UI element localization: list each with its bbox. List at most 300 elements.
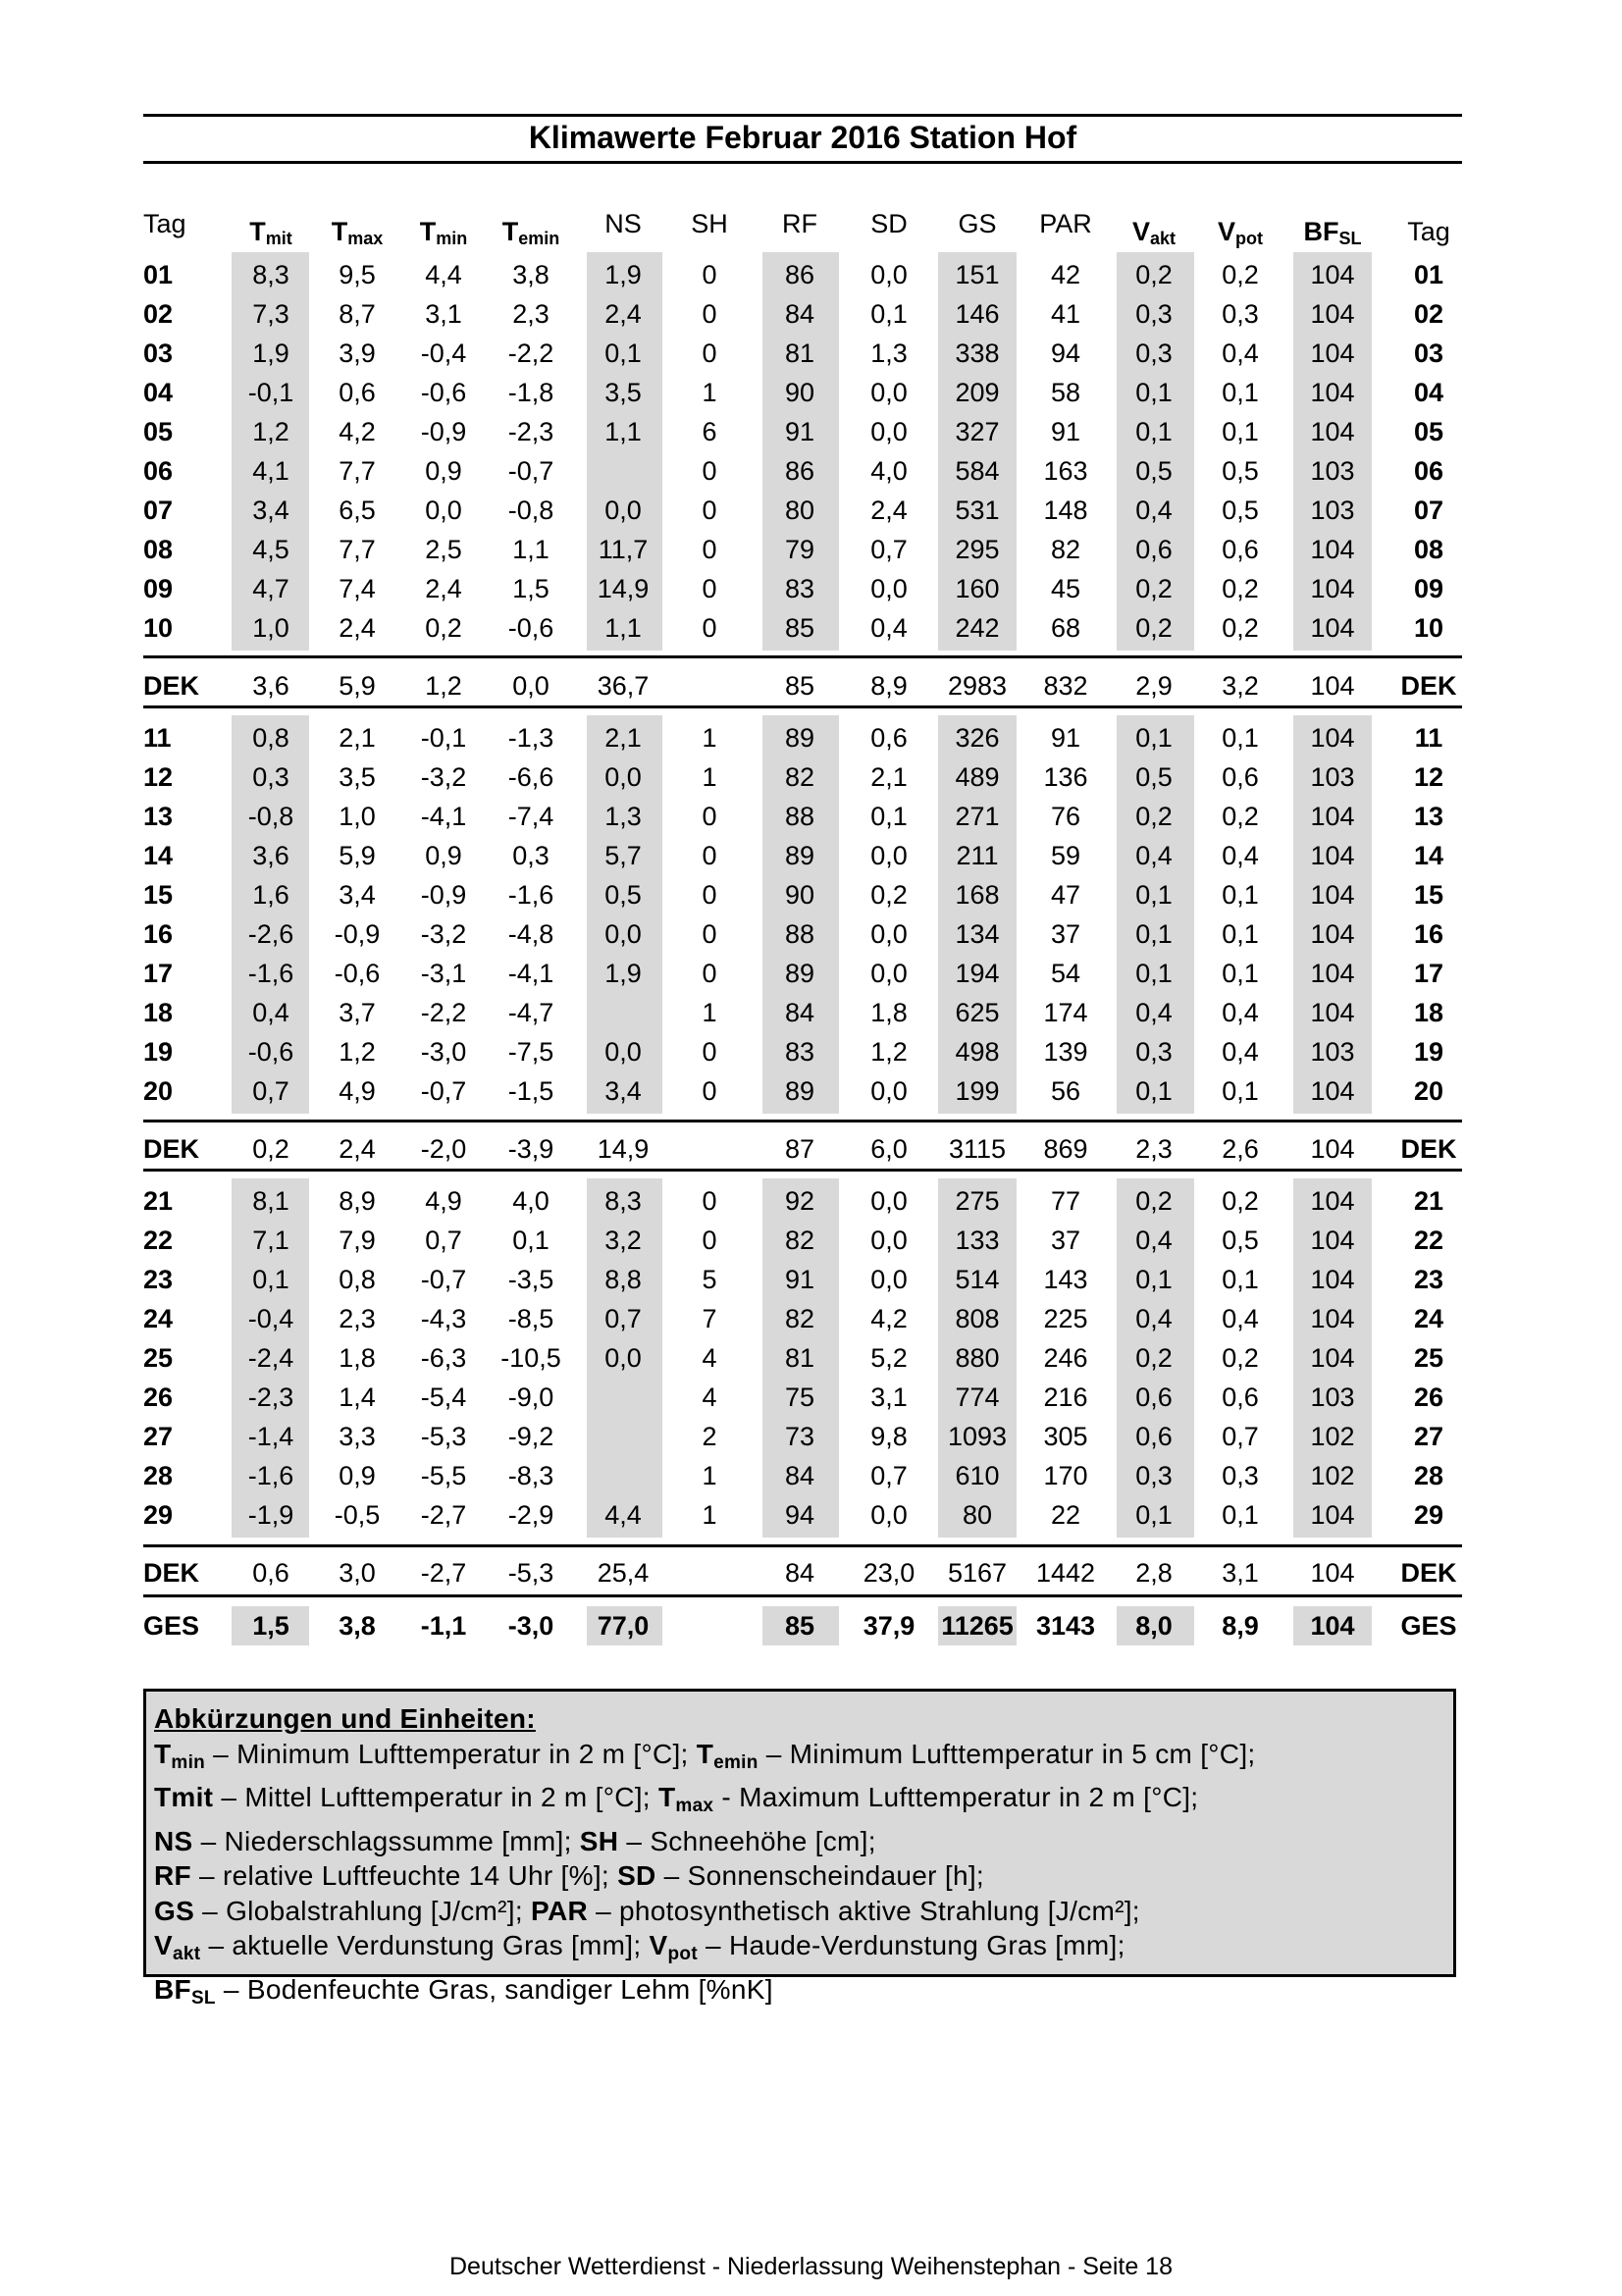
header-sh: SH <box>691 209 728 238</box>
cell-tmin: 4,9 <box>425 1186 462 1216</box>
cell-temin: -4,7 <box>507 998 554 1027</box>
dek-cell-tag2: DEK <box>1400 1558 1457 1588</box>
cell-tmax: 2,3 <box>339 1304 376 1333</box>
cell-tmit: 7,1 <box>252 1226 289 1255</box>
cell-tmit: -0,8 <box>247 802 294 831</box>
cell-tag: 15 <box>143 880 174 910</box>
cell-sh: 0 <box>702 1076 717 1106</box>
cell-tag: 19 <box>143 1037 174 1067</box>
cell-tag2: 07 <box>1413 496 1444 525</box>
cell-tag2: 23 <box>1413 1265 1444 1294</box>
legend-key-vakt: $V_{akt}$ <box>154 1930 201 1964</box>
cell-vpot: 0,7 <box>1222 1422 1259 1451</box>
cell-ns: 0,0 <box>604 762 642 792</box>
header-ns: NS <box>604 209 642 238</box>
cell-bfsl: 104 <box>1310 1186 1355 1216</box>
cell-gs: 808 <box>955 1304 1000 1333</box>
cell-tag: 03 <box>143 339 174 368</box>
dek-cell-tmit: 3,6 <box>252 671 289 701</box>
cell-gs: 584 <box>955 456 1000 486</box>
cell-tmit: 0,3 <box>252 762 289 792</box>
cell-rf: 89 <box>784 841 815 870</box>
cell-gs: 338 <box>955 339 1000 368</box>
cell-tmin: -0,9 <box>420 880 467 910</box>
cell-vakt: 0,6 <box>1135 1383 1173 1412</box>
cell-ns: 14,9 <box>597 574 650 603</box>
cell-tag2: 20 <box>1413 1076 1444 1106</box>
dek-cell-temin: -3,9 <box>507 1134 554 1164</box>
dek-cell-bfsl: 104 <box>1310 1134 1355 1164</box>
cell-gs: 625 <box>955 998 1000 1027</box>
legend-text-temin: – Minimum Lufttemperatur in 5 cm [°C]; <box>758 1738 1256 1769</box>
section-3-bottom-rule <box>143 1594 1462 1597</box>
cell-par: 305 <box>1043 1422 1088 1451</box>
cell-gs: 514 <box>955 1265 1000 1294</box>
cell-bfsl: 104 <box>1310 841 1355 870</box>
cell-tmit: 0,8 <box>252 723 289 753</box>
cell-tmin: -2,2 <box>420 998 467 1027</box>
dek-cell-rf: 85 <box>784 671 815 701</box>
legend-text-par: – photosynthetisch aktive Strahlung [J/cm²]; <box>588 1895 1140 1926</box>
cell-vpot: 0,2 <box>1222 1186 1259 1216</box>
cell-sd: 0,0 <box>870 1226 908 1255</box>
cell-bfsl: 104 <box>1310 1500 1355 1530</box>
cell-tag: 14 <box>143 841 174 870</box>
cell-par: 163 <box>1043 456 1088 486</box>
dek-cell-tag2: DEK <box>1400 671 1457 701</box>
cell-gs: 327 <box>955 417 1000 446</box>
cell-tmax: 3,5 <box>339 762 376 792</box>
cell-tag2: 02 <box>1413 299 1444 329</box>
ges-cell-sd: 37,9 <box>863 1611 916 1641</box>
cell-sh: 0 <box>702 299 717 329</box>
cell-ns: 0,0 <box>604 1343 642 1373</box>
cell-sh: 7 <box>702 1304 717 1333</box>
ges-cell-par: 3143 <box>1035 1611 1096 1641</box>
cell-tmin: -4,3 <box>420 1304 467 1333</box>
cell-vakt: 0,1 <box>1135 723 1173 753</box>
cell-temin: 2,3 <box>512 299 549 329</box>
cell-par: 45 <box>1050 574 1081 603</box>
ges-cell-vakt: 8,0 <box>1135 1611 1173 1641</box>
ges-cell-tmax: 3,8 <box>339 1611 376 1641</box>
cell-tag2: 15 <box>1413 880 1444 910</box>
cell-vpot: 0,6 <box>1222 762 1259 792</box>
cell-gs: 133 <box>955 1226 1000 1255</box>
cell-sh: 1 <box>702 378 717 407</box>
cell-temin: -10,5 <box>500 1343 561 1373</box>
cell-sd: 0,1 <box>870 802 908 831</box>
cell-vpot: 0,4 <box>1222 339 1259 368</box>
cell-tmax: 7,7 <box>339 456 376 486</box>
cell-sd: 9,8 <box>870 1422 908 1451</box>
cell-vpot: 0,1 <box>1222 1265 1259 1294</box>
dek-cell-vpot: 2,6 <box>1222 1134 1259 1164</box>
cell-gs: 199 <box>955 1076 1000 1106</box>
dek-cell-sd: 6,0 <box>870 1134 908 1164</box>
cell-tag: 02 <box>143 299 174 329</box>
cell-tag: 06 <box>143 456 174 486</box>
cell-temin: -2,2 <box>507 339 554 368</box>
ges-cell-bfsl: 104 <box>1310 1611 1355 1641</box>
cell-rf: 82 <box>784 1304 815 1333</box>
cell-par: 148 <box>1043 496 1088 525</box>
cell-tag2: 26 <box>1413 1383 1444 1412</box>
cell-par: 47 <box>1050 880 1081 910</box>
cell-tmax: 0,8 <box>339 1265 376 1294</box>
cell-tmin: -0,7 <box>420 1265 467 1294</box>
cell-vpot: 0,1 <box>1222 1076 1259 1106</box>
cell-tmax: 7,9 <box>339 1226 376 1255</box>
cell-gs: 1093 <box>947 1422 1008 1451</box>
cell-tag: 20 <box>143 1076 174 1106</box>
cell-vakt: 0,4 <box>1135 496 1173 525</box>
cell-par: 59 <box>1050 841 1081 870</box>
cell-tmin: -0,4 <box>420 339 467 368</box>
ges-cell-vpot: 8,9 <box>1222 1611 1259 1641</box>
cell-temin: 0,1 <box>512 1226 549 1255</box>
header-rf: RF <box>782 209 817 238</box>
cell-rf: 84 <box>784 299 815 329</box>
header-par: PAR <box>1039 209 1092 238</box>
cell-rf: 84 <box>784 998 815 1027</box>
cell-rf: 82 <box>784 1226 815 1255</box>
cell-sh: 1 <box>702 723 717 753</box>
dek-cell-temin: 0,0 <box>512 671 549 701</box>
dek-cell-tag: DEK <box>143 671 200 701</box>
dek-cell-vpot: 3,1 <box>1222 1558 1259 1588</box>
cell-tmin: -2,7 <box>420 1500 467 1530</box>
cell-sh: 0 <box>702 880 717 910</box>
cell-bfsl: 104 <box>1310 417 1355 446</box>
cell-vpot: 0,5 <box>1222 1226 1259 1255</box>
cell-tag2: 28 <box>1413 1461 1444 1490</box>
cell-tag2: 04 <box>1413 378 1444 407</box>
cell-vakt: 0,1 <box>1135 880 1173 910</box>
cell-rf: 80 <box>784 496 815 525</box>
cell-bfsl: 104 <box>1310 535 1355 564</box>
dek-cell-ns: 25,4 <box>597 1558 650 1588</box>
cell-sd: 2,4 <box>870 496 908 525</box>
cell-sd: 5,2 <box>870 1343 908 1373</box>
dek-cell-rf: 84 <box>784 1558 815 1588</box>
cell-tmin: -6,3 <box>420 1343 467 1373</box>
cell-tmit: 7,3 <box>252 299 289 329</box>
cell-tmax: 3,9 <box>339 339 376 368</box>
cell-tmax: 1,8 <box>339 1343 376 1373</box>
cell-vpot: 0,3 <box>1222 299 1259 329</box>
cell-sd: 0,0 <box>870 378 908 407</box>
cell-ns: 5,7 <box>604 841 642 870</box>
legend-key-gs: GS <box>154 1895 195 1926</box>
cell-temin: -1,8 <box>507 378 554 407</box>
cell-bfsl: 104 <box>1310 260 1355 289</box>
cell-vpot: 0,1 <box>1222 378 1259 407</box>
cell-sh: 0 <box>702 841 717 870</box>
cell-tag2: 24 <box>1413 1304 1444 1333</box>
cell-sh: 0 <box>702 496 717 525</box>
cell-bfsl: 103 <box>1310 762 1355 792</box>
cell-tmin: -3,0 <box>420 1037 467 1067</box>
cell-tmit: 0,4 <box>252 998 289 1027</box>
cell-sd: 0,0 <box>870 841 908 870</box>
legend-key-temin: $T_{emin}$ <box>696 1738 759 1773</box>
cell-temin: 4,0 <box>512 1186 549 1216</box>
cell-gs: 275 <box>955 1186 1000 1216</box>
cell-rf: 81 <box>784 1343 815 1373</box>
cell-tmax: 3,4 <box>339 880 376 910</box>
dek-cell-tmax: 5,9 <box>339 671 376 701</box>
cell-vakt: 0,3 <box>1135 1037 1173 1067</box>
legend-text-sh: – Schneehöhe [cm]; <box>618 1825 876 1856</box>
cell-par: 41 <box>1050 299 1081 329</box>
cell-sd: 4,0 <box>870 456 908 486</box>
cell-tag2: 19 <box>1413 1037 1444 1067</box>
cell-tmin: 0,9 <box>425 841 462 870</box>
cell-tag: 01 <box>143 260 174 289</box>
dek-cell-vakt: 2,8 <box>1135 1558 1173 1588</box>
legend-text-tmit: – Mittel Lufttemperatur in 2 m [°C]; <box>213 1782 658 1812</box>
cell-tmax: 1,4 <box>339 1383 376 1412</box>
cell-ns <box>579 1418 667 1455</box>
cell-temin: 0,3 <box>512 841 549 870</box>
cell-sd: 2,1 <box>870 762 908 792</box>
legend-heading: Abkürzungen und Einheiten: <box>154 1703 536 1734</box>
cell-vakt: 0,1 <box>1135 1265 1173 1294</box>
cell-vakt: 0,2 <box>1135 574 1173 603</box>
cell-rf: 90 <box>784 880 815 910</box>
ges-cell-tmit: 1,5 <box>252 1611 289 1641</box>
cell-gs: 774 <box>955 1383 1000 1412</box>
cell-tmax: -0,6 <box>334 959 381 988</box>
cell-tmax: 9,5 <box>339 260 376 289</box>
cell-gs: 168 <box>955 880 1000 910</box>
cell-vakt: 0,4 <box>1135 1304 1173 1333</box>
header-vakt: $V_{akt}$ <box>1131 217 1177 248</box>
cell-par: 139 <box>1043 1037 1088 1067</box>
cell-sh: 0 <box>702 1226 717 1255</box>
cell-tag2: 01 <box>1413 260 1444 289</box>
cell-tag: 08 <box>143 535 174 564</box>
cell-sh: 0 <box>702 456 717 486</box>
ges-cell-gs: 11265 <box>941 1611 1014 1641</box>
cell-ns: 2,1 <box>604 723 642 753</box>
cell-temin: -0,6 <box>507 613 554 643</box>
cell-tmax: 2,4 <box>339 613 376 643</box>
cell-vakt: 0,1 <box>1135 1500 1173 1530</box>
cell-tmax: 7,4 <box>339 574 376 603</box>
cell-ns: 0,0 <box>604 496 642 525</box>
cell-sd: 0,0 <box>870 1076 908 1106</box>
cell-tag: 09 <box>143 574 174 603</box>
cell-sh: 0 <box>702 1186 717 1216</box>
cell-bfsl: 104 <box>1310 1265 1355 1294</box>
cell-tmit: -1,6 <box>247 1461 294 1490</box>
cell-tmin: 0,7 <box>425 1226 462 1255</box>
cell-bfsl: 102 <box>1310 1422 1355 1451</box>
legend-line-5 <box>154 1894 1445 1929</box>
legend-line-3 <box>154 1824 1445 1859</box>
cell-vakt: 0,2 <box>1135 1343 1173 1373</box>
dek-cell-bfsl: 104 <box>1310 671 1355 701</box>
cell-vpot: 0,2 <box>1222 260 1259 289</box>
cell-tag: 18 <box>143 998 174 1027</box>
cell-par: 56 <box>1050 1076 1081 1106</box>
cell-par: 216 <box>1043 1383 1088 1412</box>
cell-sh: 6 <box>702 417 717 446</box>
cell-gs: 160 <box>955 574 1000 603</box>
cell-bfsl: 104 <box>1310 613 1355 643</box>
cell-vpot: 0,2 <box>1222 1343 1259 1373</box>
cell-rf: 91 <box>784 417 815 446</box>
cell-tmin: 0,9 <box>425 456 462 486</box>
cell-rf: 89 <box>784 723 815 753</box>
cell-vakt: 0,2 <box>1135 802 1173 831</box>
cell-ns: 0,5 <box>604 880 642 910</box>
cell-vpot: 0,1 <box>1222 417 1259 446</box>
cell-sd: 1,8 <box>870 998 908 1027</box>
cell-rf: 92 <box>784 1186 815 1216</box>
cell-tag2: 13 <box>1413 802 1444 831</box>
legend-line-7 <box>154 1972 1445 2016</box>
cell-par: 170 <box>1043 1461 1088 1490</box>
cell-vakt: 0,6 <box>1135 1422 1173 1451</box>
ges-cell-tag: GES <box>143 1611 200 1641</box>
cell-tag: 16 <box>143 919 174 949</box>
cell-tag: 28 <box>143 1461 174 1490</box>
cell-ns: 3,5 <box>604 378 642 407</box>
cell-vakt: 0,3 <box>1135 1461 1173 1490</box>
cell-rf: 91 <box>784 1265 815 1294</box>
legend-text-rf: – relative Luftfeuchte 14 Uhr [%]; <box>190 1860 618 1891</box>
cell-gs: 242 <box>955 613 1000 643</box>
cell-gs: 134 <box>955 919 1000 949</box>
cell-gs: 211 <box>956 841 999 870</box>
cell-tmit: -1,6 <box>247 959 294 988</box>
legend-line-2 <box>154 1780 1445 1824</box>
cell-tag: 07 <box>143 496 174 525</box>
dek-cell-gs: 3115 <box>948 1134 1007 1164</box>
cell-tmax: 0,6 <box>339 378 376 407</box>
dek-cell-tmin: -2,7 <box>420 1558 467 1588</box>
cell-ns: 1,1 <box>604 613 642 643</box>
cell-par: 143 <box>1043 1265 1088 1294</box>
cell-vakt: 0,3 <box>1135 339 1173 368</box>
cell-ns <box>579 994 667 1031</box>
cell-vakt: 0,1 <box>1135 959 1173 988</box>
dek-cell-gs: 2983 <box>947 671 1008 701</box>
cell-sh: 4 <box>702 1383 717 1412</box>
cell-sh: 1 <box>702 1461 717 1490</box>
cell-par: 58 <box>1050 378 1081 407</box>
cell-ns: 0,1 <box>604 339 642 368</box>
cell-sd: 0,0 <box>870 417 908 446</box>
dek-cell-tag: DEK <box>143 1558 200 1588</box>
cell-tmax: 0,9 <box>339 1461 376 1490</box>
cell-tmin: -4,1 <box>420 802 467 831</box>
cell-sd: 0,6 <box>870 723 908 753</box>
cell-bfsl: 104 <box>1310 1076 1355 1106</box>
legend-line-4 <box>154 1858 1445 1894</box>
cell-sh: 0 <box>702 1037 717 1067</box>
cell-tmax: 3,3 <box>339 1422 376 1451</box>
legend-key-ns: NS <box>154 1825 193 1856</box>
cell-ns: 0,7 <box>604 1304 642 1333</box>
cell-tmin: -5,5 <box>420 1461 467 1490</box>
cell-vpot: 0,5 <box>1222 496 1259 525</box>
cell-bfsl: 104 <box>1310 574 1355 603</box>
legend-key-sh: SH <box>579 1825 619 1856</box>
header-tag: Tag <box>143 209 186 238</box>
cell-bfsl: 104 <box>1310 802 1355 831</box>
cell-tmax: 1,0 <box>339 802 376 831</box>
cell-sd: 0,0 <box>870 1265 908 1294</box>
cell-vpot: 0,2 <box>1222 613 1259 643</box>
cell-vpot: 0,1 <box>1222 919 1259 949</box>
cell-rf: 88 <box>784 919 815 949</box>
cell-temin: -2,3 <box>507 417 554 446</box>
dek-cell-tag2: DEK <box>1400 1134 1457 1164</box>
dek-cell-sd: 8,9 <box>870 671 908 701</box>
cell-vakt: 0,2 <box>1135 260 1173 289</box>
cell-tmin: 2,4 <box>425 574 462 603</box>
header-tmit: $T_{mit}$ <box>249 217 292 248</box>
cell-tmit: 4,7 <box>252 574 289 603</box>
header-tmin: $T_{min}$ <box>419 217 468 248</box>
cell-vpot: 0,4 <box>1222 998 1259 1027</box>
cell-vpot: 0,1 <box>1222 959 1259 988</box>
cell-tmax: 3,7 <box>339 998 376 1027</box>
cell-bfsl: 104 <box>1310 723 1355 753</box>
cell-tag: 11 <box>143 723 172 753</box>
cell-vpot: 0,1 <box>1222 1500 1259 1530</box>
cell-tag: 04 <box>143 378 174 407</box>
cell-vakt: 0,5 <box>1135 762 1173 792</box>
cell-vakt: 0,2 <box>1135 1186 1173 1216</box>
cell-vakt: 0,1 <box>1135 417 1173 446</box>
cell-par: 82 <box>1050 535 1081 564</box>
cell-ns: 0,0 <box>604 1037 642 1067</box>
cell-tag: 27 <box>143 1422 174 1451</box>
cell-tmit: -0,4 <box>247 1304 294 1333</box>
cell-ns <box>579 1379 667 1416</box>
cell-tmax: -0,9 <box>334 919 381 949</box>
cell-temin: 1,1 <box>512 535 549 564</box>
title-top-rule <box>143 114 1462 117</box>
dek-cell-tmit: 0,6 <box>252 1558 289 1588</box>
cell-tmit: 4,1 <box>252 456 289 486</box>
cell-par: 225 <box>1043 1304 1088 1333</box>
legend-key-rf: RF <box>154 1860 191 1891</box>
cell-bfsl: 104 <box>1310 1304 1355 1333</box>
cell-tag: 17 <box>143 959 174 988</box>
cell-tmit: 1,0 <box>252 613 289 643</box>
cell-tag: 29 <box>143 1500 174 1530</box>
cell-gs: 326 <box>955 723 1000 753</box>
header-tmax: $T_{max}$ <box>331 217 384 248</box>
cell-sh: 0 <box>702 535 717 564</box>
cell-par: 77 <box>1050 1186 1081 1216</box>
cell-vpot: 0,2 <box>1222 574 1259 603</box>
cell-sh: 0 <box>702 802 717 831</box>
cell-tmit: 0,7 <box>252 1076 289 1106</box>
cell-bfsl: 104 <box>1310 299 1355 329</box>
cell-vpot: 0,4 <box>1222 1304 1259 1333</box>
cell-tmax: 4,2 <box>339 417 376 446</box>
dek-cell-sd: 23,0 <box>863 1558 916 1588</box>
cell-tmax: 8,7 <box>339 299 376 329</box>
cell-tag: 05 <box>143 417 174 446</box>
